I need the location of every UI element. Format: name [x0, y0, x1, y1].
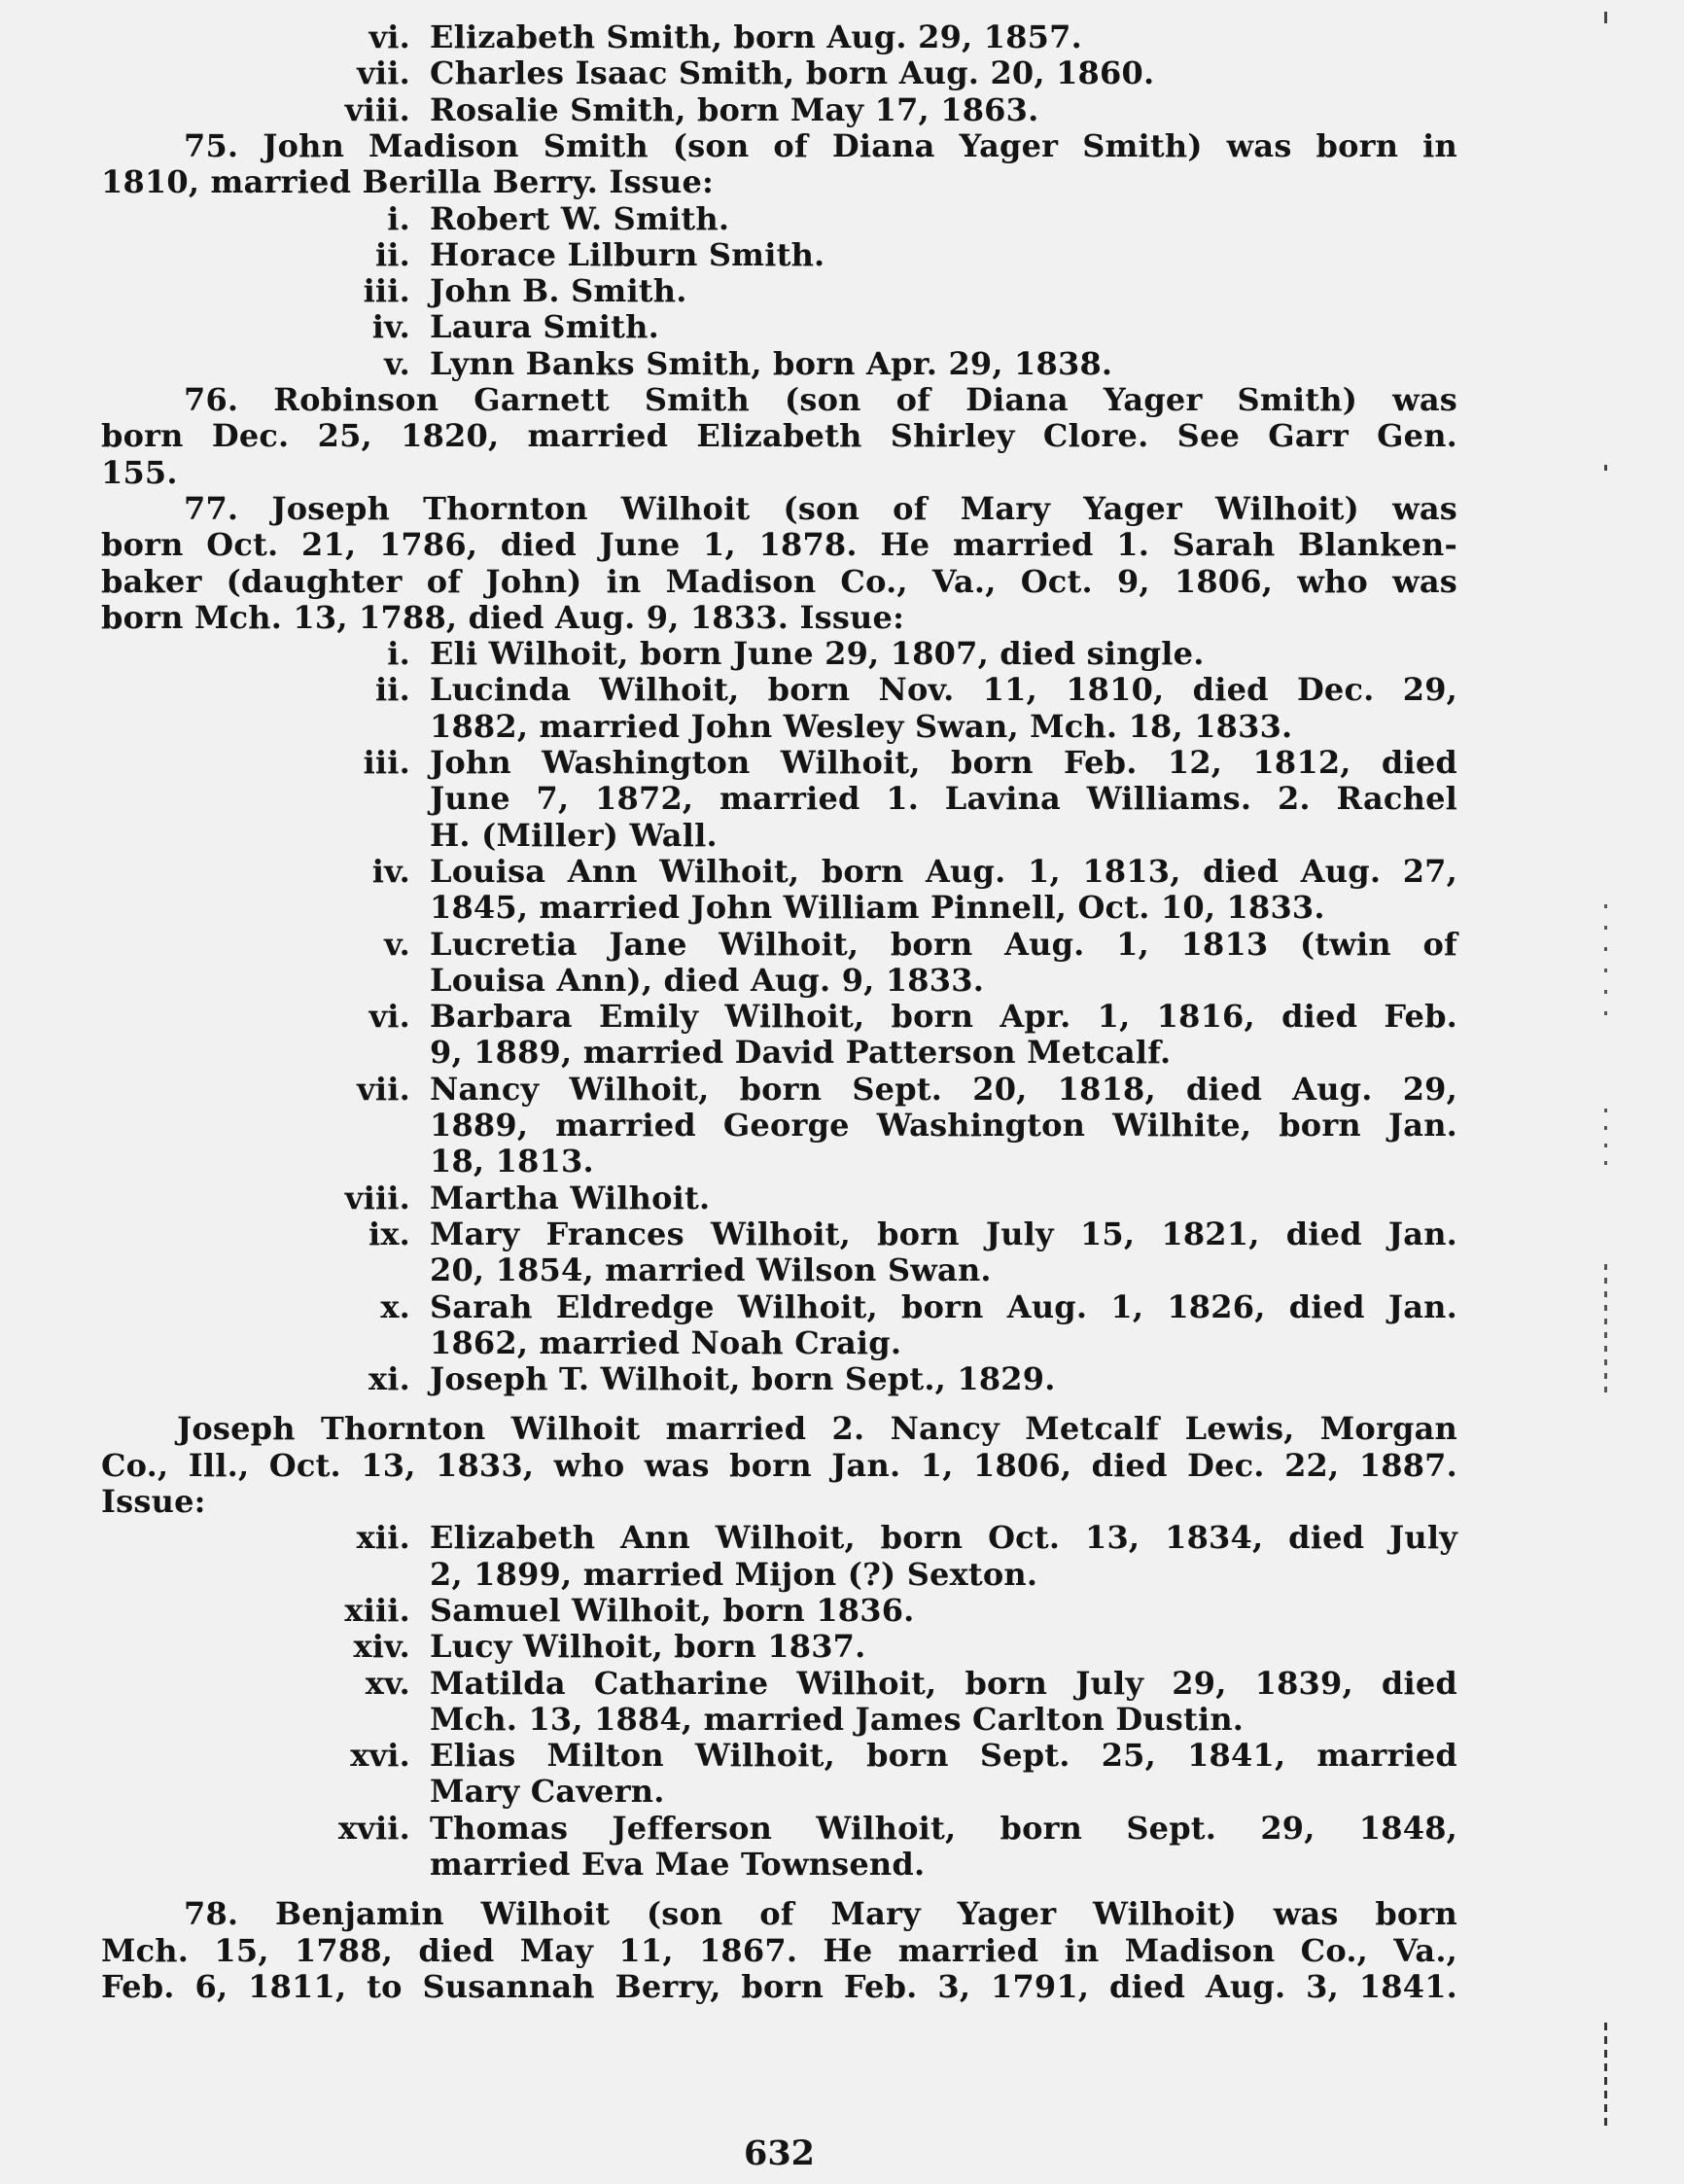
line-text: born Mch. 13, 1788, died Aug. 9, 1833. Issue: [101, 598, 905, 636]
line-text: Mch. 13, 1884, married James Carlton Dustin. [430, 1700, 1245, 1738]
document-page [101, 10, 1457, 2173]
line-text: 1845, married John William Pinnell, Oct. 10, 1833. [430, 889, 1325, 927]
line-text: Eli Wilhoit, born June 29, 1807, died single. [430, 635, 1205, 673]
roman-numeral: xii. [356, 1519, 410, 1557]
roman-numeral: vii. [357, 54, 410, 92]
line-text: Barbara Emily Wilhoit, born Apr. 1, 1816, died Feb. [430, 998, 1457, 1036]
line-text: 78. Benjamin Wilhoit (son of Mary Yager Wilhoit) was born [184, 1895, 1457, 1933]
line-text: Lucinda Wilhoit, born Nov. 11, 1810, died Dec. 29, [430, 671, 1457, 709]
roman-numeral: xv. [365, 1664, 410, 1702]
roman-numeral: x. [380, 1287, 410, 1325]
line-text: Nancy Wilhoit, born Sept. 20, 1818, died Aug. 29, [430, 1070, 1457, 1108]
line-text: Joseph Thornton Wilhoit married 2. Nancy Metcalf Lewis, Morgan [177, 1410, 1457, 1448]
line-text: 9, 1889, married David Patterson Metcalf. [430, 1034, 1172, 1072]
scan-mark [1604, 465, 1607, 471]
line-text: 2, 1899, married Mijon (?) Sexton. [430, 1555, 1038, 1593]
roman-numeral: viii. [344, 90, 410, 128]
line-text: Lucy Wilhoit, born 1837. [430, 1628, 866, 1666]
roman-numeral: xvii. [337, 1809, 410, 1847]
roman-numeral: xiii. [344, 1591, 410, 1629]
line-text: Horace Lilburn Smith. [430, 235, 825, 273]
line-text: Elizabeth Ann Wilhoit, born Oct. 13, 1834, died July [430, 1519, 1457, 1557]
line-text: born Oct. 21, 1786, died June 1, 1878. He married 1. Sarah Blanken- [101, 526, 1457, 564]
line-text: Issue: [101, 1483, 206, 1520]
line-text: John Washington Wilhoit, born Feb. 12, 1812, died [430, 744, 1457, 781]
roman-numeral: xiv. [353, 1628, 410, 1666]
scan-mark [1604, 12, 1607, 23]
line-text: 18, 1813. [430, 1143, 594, 1180]
line-text: H. (Miller) Wall. [430, 816, 718, 854]
line-text: baker (daughter of John) in Madison Co., Va., Oct. 9, 1806, who was [101, 562, 1457, 600]
roman-numeral: ii. [374, 671, 410, 709]
line-text: Charles Isaac Smith, born Aug. 20, 1860. [430, 54, 1155, 92]
line-text: Joseph T. Wilhoit, born Sept., 1829. [430, 1360, 1056, 1398]
scan-mark [1604, 2023, 1607, 2130]
roman-numeral: vi. [368, 998, 410, 1036]
line-text: married Eva Mae Townsend. [430, 1846, 926, 1883]
line-text: Lucretia Jane Wilhoit, born Aug. 1, 1813 (twin of [430, 925, 1457, 963]
line-text: Mch. 15, 1788, died May 11, 1867. He married in Madison Co., Va., [101, 1931, 1457, 1969]
roman-numeral: iii. [363, 272, 410, 310]
line-text: Samuel Wilhoit, born 1836. [430, 1591, 915, 1629]
line-text: 77. Joseph Thornton Wilhoit (son of Mary Yager Wilhoit) was [184, 489, 1457, 527]
line-text: 75. John Madison Smith (son of Diana Yager Smith) was born in [184, 126, 1457, 164]
roman-numeral: xvi. [350, 1737, 410, 1775]
roman-numeral: ix. [368, 1215, 410, 1252]
line-text: John B. Smith. [430, 272, 687, 310]
line-text: Martha Wilhoit. [430, 1179, 711, 1216]
line-text: 1810, married Berilla Berry. Issue: [101, 163, 715, 201]
line-text: Elias Milton Wilhoit, born Sept. 25, 1841, married [430, 1737, 1457, 1775]
roman-numeral: vii. [357, 1070, 410, 1108]
roman-numeral: viii. [344, 1179, 410, 1216]
roman-numeral: xi. [368, 1360, 410, 1398]
roman-numeral: i. [387, 199, 410, 237]
roman-numeral: iv. [371, 852, 410, 890]
line-text: Laura Smith. [430, 308, 659, 346]
roman-numeral: iv. [371, 308, 410, 346]
line-text: Mary Cavern. [430, 1773, 665, 1811]
line-text: 76. Robinson Garnett Smith (son of Diana Yager Smith) was [184, 381, 1457, 418]
line-text: 20, 1854, married Wilson Swan. [430, 1251, 992, 1289]
line-text: Sarah Eldredge Wilhoit, born Aug. 1, 1826, died Jan. [430, 1287, 1457, 1325]
roman-numeral: ii. [374, 235, 410, 273]
line-text: 1889, married George Washington Wilhite, born Jan. [430, 1107, 1457, 1144]
line-text: born Dec. 25, 1820, married Elizabeth Shirley Clore. See Garr Gen. [101, 417, 1457, 455]
roman-numeral: iii. [363, 744, 410, 781]
line-text: Elizabeth Smith, born Aug. 29, 1857. [430, 18, 1082, 55]
line-text: Feb. 6, 1811, to Susannah Berry, born Feb. 3, 1791, died Aug. 3, 1841. [101, 1967, 1457, 2005]
page-number: 632 [743, 2133, 816, 2173]
line-text: Robert W. Smith. [430, 199, 730, 237]
roman-numeral: i. [387, 635, 410, 673]
line-text: Lynn Banks Smith, born Apr. 29, 1838. [430, 344, 1113, 382]
line-text: Matilda Catharine Wilhoit, born July 29, 1839, died [430, 1664, 1457, 1702]
line-text: Louisa Ann), died Aug. 9, 1833. [430, 961, 985, 999]
line-text: 155. [101, 453, 178, 491]
scan-mark [1604, 1264, 1607, 1400]
line-text: Louisa Ann Wilhoit, born Aug. 1, 1813, died Aug. 27, [430, 852, 1457, 890]
line-text: Mary Frances Wilhoit, born July 15, 1821, died Jan. [430, 1215, 1457, 1252]
line-text: 1862, married Noah Craig. [430, 1323, 902, 1361]
line-text: Thomas Jefferson Wilhoit, born Sept. 29, 1848, [430, 1809, 1457, 1847]
line-text: 1882, married John Wesley Swan, Mch. 18, 1833. [430, 707, 1293, 745]
scan-mark [1604, 1109, 1607, 1177]
roman-numeral: v. [384, 925, 410, 963]
line-text: Rosalie Smith, born May 17, 1863. [430, 90, 1039, 128]
scan-mark [1604, 904, 1607, 1031]
roman-numeral: v. [384, 344, 410, 382]
line-text: Co., Ill., Oct. 13, 1833, who was born Jan. 1, 1806, died Dec. 22, 1887. [101, 1446, 1457, 1484]
line-text: June 7, 1872, married 1. Lavina Williams. 2. Rachel [430, 780, 1457, 818]
roman-numeral: vi. [368, 18, 410, 55]
